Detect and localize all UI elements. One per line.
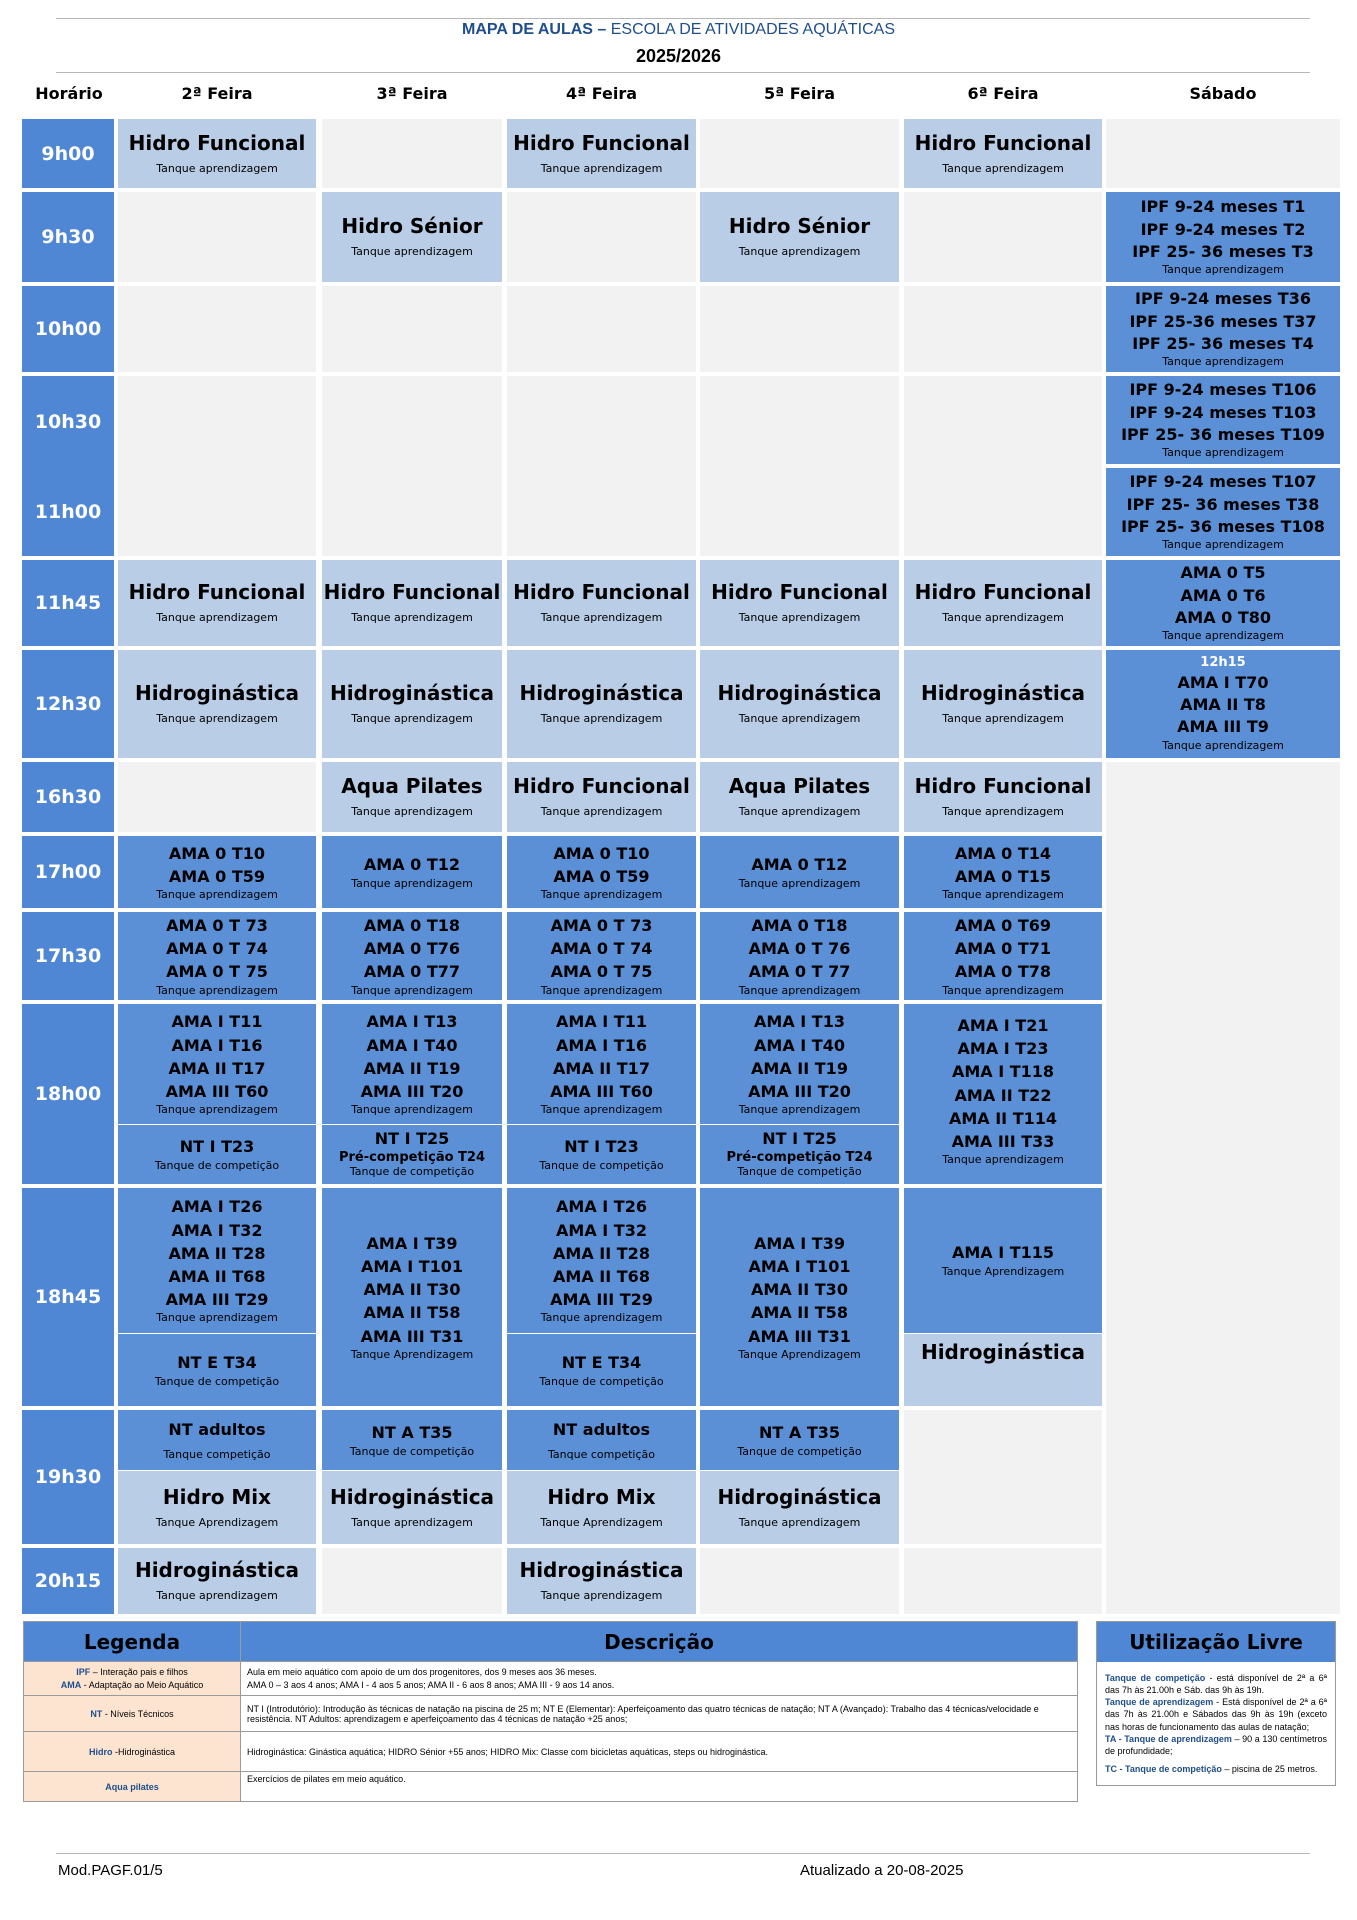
col-header-quarta: 4ª Feira xyxy=(565,84,638,103)
class-ama-i-iii: AMA I T26 AMA I T32 AMA II T28 AMA II T68 AMA III T29 Tanque aprendizagem xyxy=(118,1188,316,1333)
class-nt-adultos: NT adultos Tanque competição xyxy=(118,1410,316,1470)
class-ama-i-iii: AMA I T39 AMA I T101 AMA II T30 AMA II T58 AMA III T31 Tanque Aprendizagem xyxy=(322,1188,502,1406)
class-ama-0: AMA 0 T 73 AMA 0 T 74 AMA 0 T 75 Tanque aprendizagem xyxy=(118,912,316,1000)
legend-aqua-pilates: Aqua pilates xyxy=(24,1772,241,1802)
class-ama-0: AMA 0 T18 AMA 0 T76 AMA 0 T77 Tanque aprendizagem xyxy=(322,912,502,1000)
class-hidro-mix: Hidro Mix Tanque Aprendizagem xyxy=(118,1471,316,1544)
time-10h00: 10h00 xyxy=(22,286,114,372)
class-ama-0: AMA 0 T10 AMA 0 T59 Tanque aprendizagem xyxy=(118,836,316,908)
class-hidro-funcional: Hidro Funcional Tanque aprendizagem xyxy=(507,119,696,188)
class-ama-0: AMA 0 T12 Tanque aprendizagem xyxy=(322,836,502,908)
class-hidro-mix: Hidro Mix Tanque Aprendizagem xyxy=(507,1471,696,1544)
class-ama-i: AMA I T115 Tanque Aprendizagem xyxy=(904,1188,1102,1333)
class-hidroginastica: Hidroginástica Tanque aprendizagem xyxy=(118,650,316,758)
class-ama-i-iii: AMA I T39 AMA I T101 AMA II T30 AMA II T58 AMA III T31 Tanque Aprendizagem xyxy=(700,1188,899,1406)
page-title: MAPA DE AULAS – ESCOLA DE ATIVIDADES AQUÁTICAS xyxy=(462,21,895,38)
description-header: Descrição xyxy=(241,1622,1078,1662)
class-hidro-funcional: Hidro Funcional Tanque aprendizagem xyxy=(904,119,1102,188)
empty-cell xyxy=(507,192,696,282)
time-16h30: 16h30 xyxy=(22,762,114,832)
class-nt-i: NT I T25 Pré-competição T24 Tanque de competição xyxy=(322,1125,502,1184)
col-header-horario: Horário xyxy=(35,84,103,103)
empty-cell xyxy=(118,286,316,372)
class-nt-a: NT A T35 Tanque de competição xyxy=(322,1410,502,1470)
empty-cell xyxy=(700,286,899,372)
class-nt-adultos: NT adultos Tanque competição xyxy=(507,1410,696,1470)
class-ipf-sabado: IPF 9-24 meses T36 IPF 25-36 meses T37 IPF 25- 36 meses T4 Tanque aprendizagem xyxy=(1106,286,1340,372)
class-hidroginastica: Hidroginástica Tanque aprendizagem xyxy=(700,1471,899,1544)
description-nt: NT I (Introdutório): Introdução às técnicas de natação na piscina de 25 m; NT E (Elementar): Aperfeiçoamento das quatro técnicas de natação; NT A (Avançado): Trabalho das 4 técnicas/velocidade e resistência. NT Adultos: aprendizagem e aperfeiçoamento das 4 técnicas de natação +25 anos; xyxy=(241,1696,1078,1732)
class-nt-a: NT A T35 Tanque de competição xyxy=(700,1410,899,1470)
class-hidro-funcional: Hidro Funcional Tanque aprendizagem xyxy=(322,560,502,646)
time-17h00: 17h00 xyxy=(22,836,114,908)
empty-cell xyxy=(507,286,696,372)
empty-cell xyxy=(507,376,696,556)
class-aqua-pilates: Aqua Pilates Tanque aprendizagem xyxy=(322,762,502,832)
time-11h45: 11h45 xyxy=(22,560,114,646)
time-9h00: 9h00 xyxy=(22,119,114,188)
class-hidroginastica: Hidroginástica Tanque aprendizagem xyxy=(322,1471,502,1544)
empty-cell xyxy=(322,1548,502,1614)
class-ipf-sabado: IPF 9-24 meses T1 IPF 9-24 meses T2 IPF 25- 36 meses T3 Tanque aprendizagem xyxy=(1106,192,1340,282)
class-ama-0: AMA 0 T10 AMA 0 T59 Tanque aprendizagem xyxy=(507,836,696,908)
class-hidroginastica: Hidroginástica Tanque aprendizagem xyxy=(700,650,899,758)
col-header-sexta: 6ª Feira xyxy=(967,84,1039,103)
time-17h30: 17h30 xyxy=(22,912,114,1000)
time-11h00: 11h00 xyxy=(22,468,114,556)
class-nt-e: NT E T34 Tanque de competição xyxy=(507,1334,696,1406)
class-ama-sabado: AMA 0 T5 AMA 0 T6 AMA 0 T80 Tanque aprendizagem xyxy=(1106,560,1340,646)
col-header-sabado: Sábado xyxy=(1189,84,1257,103)
empty-cell xyxy=(1106,762,1340,1614)
description-aqua-pilates: Exercícios de pilates em meio aquático. xyxy=(241,1772,1078,1802)
class-ama-i-iii: AMA I T26 AMA I T32 AMA II T28 AMA II T68 AMA III T29 Tanque aprendizagem xyxy=(507,1188,696,1333)
empty-cell xyxy=(700,376,899,556)
empty-cell xyxy=(322,376,502,556)
empty-cell xyxy=(904,192,1102,282)
empty-cell xyxy=(904,1410,1102,1544)
class-ipf-sabado: IPF 9-24 meses T106 IPF 9-24 meses T103 IPF 25- 36 meses T109 Tanque aprendizagem xyxy=(1106,376,1340,464)
class-hidroginastica: Hidroginástica Tanque aprendizagem xyxy=(904,650,1102,758)
class-hidro-funcional: Hidro Funcional Tanque aprendizagem xyxy=(904,762,1102,832)
class-hidro-funcional: Hidro Funcional Tanque aprendizagem xyxy=(118,119,316,188)
empty-cell xyxy=(322,119,502,188)
col-header-segunda: 2ª Feira xyxy=(181,84,253,103)
time-12h30: 12h30 xyxy=(22,650,114,758)
legend-nt: NT - Níveis Técnicos xyxy=(24,1696,241,1732)
school-year: 2025/2026 xyxy=(635,46,722,66)
class-ama-i-iii: AMA I T11 AMA I T16 AMA II T17 AMA III T60 Tanque aprendizagem xyxy=(118,1004,316,1124)
time-18h45: 18h45 xyxy=(22,1188,114,1406)
legend-ipf-ama: IPF – Interação pais e filhos AMA - Adaptação ao Meio Aquático xyxy=(24,1662,241,1696)
class-hidro-funcional: Hidro Funcional Tanque aprendizagem xyxy=(507,762,696,832)
class-aqua-pilates: Aqua Pilates Tanque aprendizagem xyxy=(700,762,899,832)
empty-cell xyxy=(1106,119,1340,188)
class-nt-i: NT I T25 Pré-competição T24 Tanque de competição xyxy=(700,1125,899,1184)
class-hidro-senior: Hidro Sénior Tanque aprendizagem xyxy=(700,192,899,282)
class-nt-i: NT I T23 Tanque de competição xyxy=(118,1125,316,1184)
class-hidro-funcional: Hidro Funcional Tanque aprendizagem xyxy=(700,560,899,646)
free-use-header: Utilização Livre xyxy=(1097,1622,1335,1662)
class-hidro-funcional: Hidro Funcional Tanque aprendizagem xyxy=(507,560,696,646)
class-hidro-senior: Hidro Sénior Tanque aprendizagem xyxy=(322,192,502,282)
class-ama-0: AMA 0 T12 Tanque aprendizagem xyxy=(700,836,899,908)
class-ama-i-iii: AMA I T11 AMA I T16 AMA II T17 AMA III T60 Tanque aprendizagem xyxy=(507,1004,696,1124)
class-nt-e: NT E T34 Tanque de competição xyxy=(118,1334,316,1406)
class-ipf-sabado: IPF 9-24 meses T107 IPF 25- 36 meses T38 IPF 25- 36 meses T108 Tanque aprendizagem xyxy=(1106,468,1340,556)
class-ama-i-iii: AMA I T13 AMA I T40 AMA II T19 AMA III T20 Tanque aprendizagem xyxy=(700,1004,899,1124)
col-header-terca: 3ª Feira xyxy=(376,84,448,103)
col-header-quinta: 5ª Feira xyxy=(763,84,836,103)
footer-updated-date: Atualizado a 20-08-2025 xyxy=(800,1862,964,1879)
empty-cell xyxy=(118,192,316,282)
class-hidroginastica: Hidroginástica Tanque aprendizagem xyxy=(322,650,502,758)
empty-cell xyxy=(700,119,899,188)
time-10h30: 10h30 xyxy=(22,376,114,468)
legend-header: Legenda xyxy=(24,1622,241,1662)
free-use-text: Tanque de competição - está disponível de 2ª a 6ª das 7h às 21.00h e Sáb. das 9h às 19h. Tanque de aprendizagem - Está disponível de 2ª a 6ª das 7h às 21.00h e Sábados das 9h às 19h (exceto nas horas de funcionamento das aulas de natação; TA - Tanque de aprendizagem – 90 a 130 centímetros de profundidade; TC - Tanque de competição – piscina de 25 metros. xyxy=(1105,1673,1327,1774)
time-19h30: 19h30 xyxy=(22,1410,114,1544)
class-ama-0: AMA 0 T18 AMA 0 T 76 AMA 0 T 77 Tanque aprendizagem xyxy=(700,912,899,1000)
class-ama-i-iii: AMA I T13 AMA I T40 AMA II T19 AMA III T20 Tanque aprendizagem xyxy=(322,1004,502,1124)
free-use-panel xyxy=(1096,1621,1336,1786)
empty-cell xyxy=(118,376,316,556)
empty-cell xyxy=(322,286,502,372)
class-nt-i: NT I T23 Tanque de competição xyxy=(507,1125,696,1184)
class-hidroginastica: Hidroginástica xyxy=(904,1334,1102,1406)
time-18h00: 18h00 xyxy=(22,1004,114,1184)
class-hidroginastica: Hidroginástica Tanque aprendizagem xyxy=(507,1548,696,1614)
empty-cell xyxy=(118,762,316,832)
empty-cell xyxy=(700,1548,899,1614)
description-ipf-ama: Aula em meio aquático com apoio de um dos progenitores, dos 9 meses aos 36 meses. AMA 0 – 3 aos 4 anos; AMA I - 4 aos 5 anos; AMA II - 6 aos 8 anos; AMA III - 9 aos 14 anos. xyxy=(241,1662,1078,1696)
empty-cell xyxy=(904,376,1102,556)
class-hidroginastica: Hidroginástica Tanque aprendizagem xyxy=(118,1548,316,1614)
footer-model-code: Mod.PAGF.01/5 xyxy=(58,1862,163,1879)
class-hidro-funcional: Hidro Funcional Tanque aprendizagem xyxy=(118,560,316,646)
class-ama-sabado: 12h15 AMA I T70 AMA II T8 AMA III T9 Tanque aprendizagem xyxy=(1106,650,1340,758)
time-20h15: 20h15 xyxy=(22,1548,114,1614)
time-9h30: 9h30 xyxy=(22,192,114,282)
class-ama-0: AMA 0 T 73 AMA 0 T 74 AMA 0 T 75 Tanque aprendizagem xyxy=(507,912,696,1000)
empty-cell xyxy=(904,286,1102,372)
description-hidro: Hidroginástica: Ginástica aquática; HIDRO Sénior +55 anos; HIDRO Mix: Classe com bicicletas aquáticas, steps ou hidroginástica. xyxy=(241,1732,1078,1772)
class-hidroginastica: Hidroginástica Tanque aprendizagem xyxy=(507,650,696,758)
class-hidro-funcional: Hidro Funcional Tanque aprendizagem xyxy=(904,560,1102,646)
legend-table xyxy=(23,1621,1078,1802)
legend-hidro: Hidro -Hidroginástica xyxy=(24,1732,241,1772)
class-ama-0: AMA 0 T69 AMA 0 T71 AMA 0 T78 Tanque aprendizagem xyxy=(904,912,1102,1000)
class-ama-0: AMA 0 T14 AMA 0 T15 Tanque aprendizagem xyxy=(904,836,1102,908)
class-ama-i-iii: AMA I T21 AMA I T23 AMA I T118 AMA II T22 AMA II T114 AMA III T33 Tanque aprendizagem xyxy=(904,1004,1102,1184)
empty-cell xyxy=(904,1548,1102,1614)
